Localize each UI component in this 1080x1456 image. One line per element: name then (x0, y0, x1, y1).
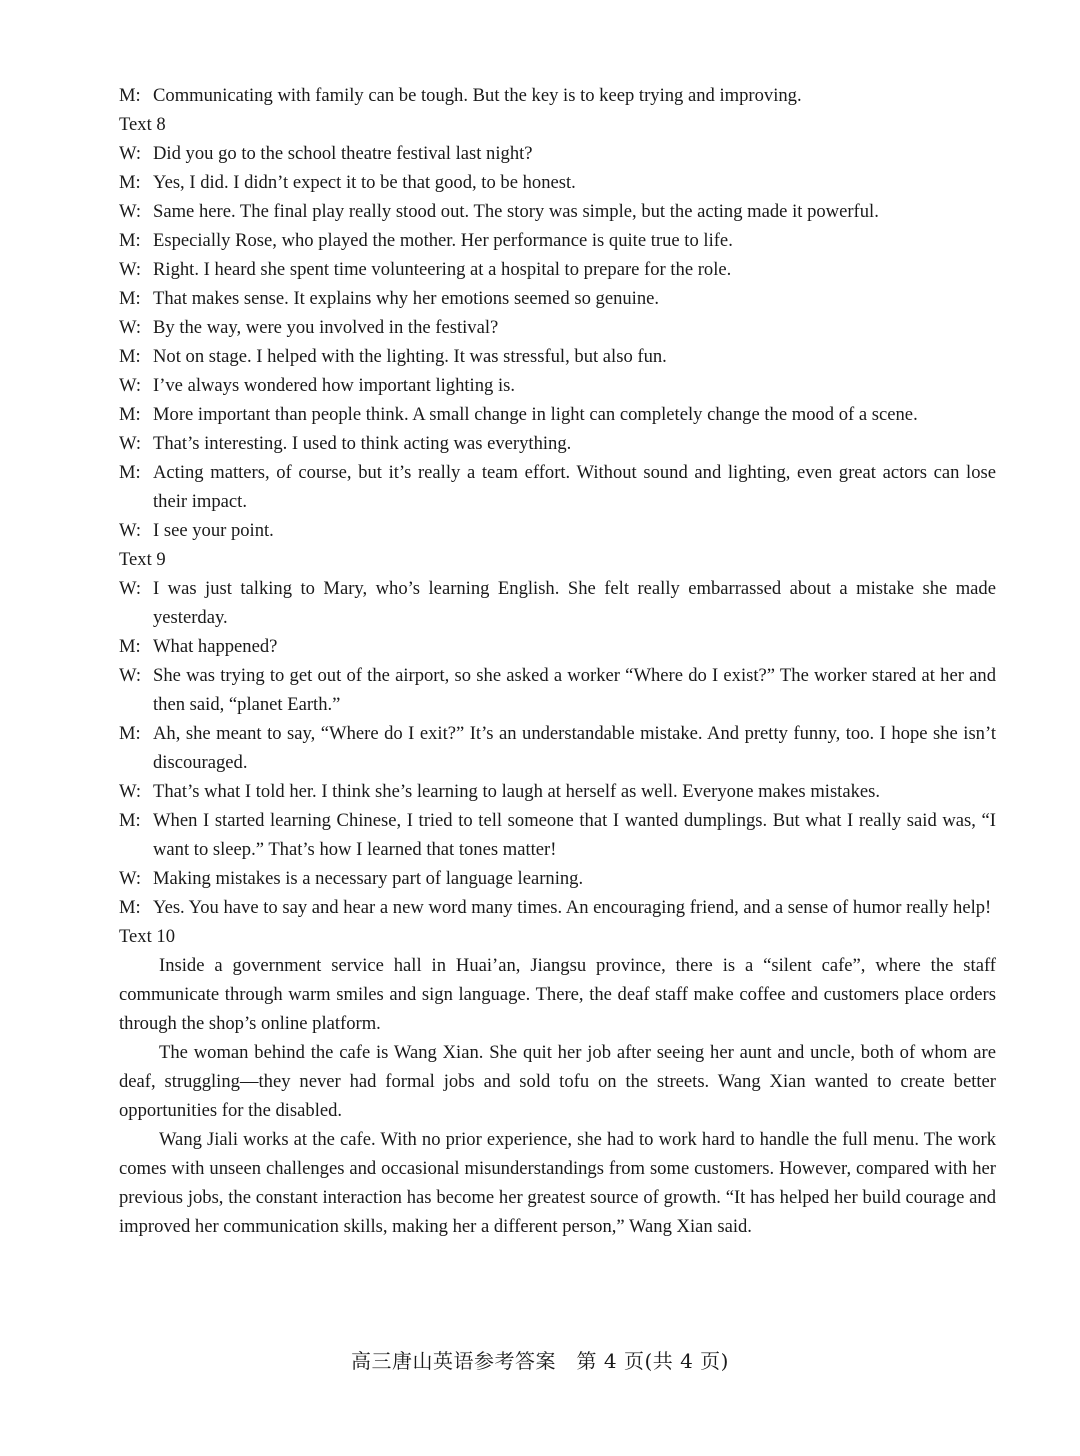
speaker-label: M: (119, 723, 141, 744)
dialog-text: That’s what I told her. I think she’s learning to laugh at herself as well. Everyone makes mistakes. (153, 781, 881, 802)
dialog-line (119, 371, 996, 400)
paragraph: The woman behind the cafe is Wang Xian. She quit her job after seeing her aunt and uncle, both of whom are deaf, struggling—they never had formal jobs and sold tofu on the streets. Wang Xian wanted to create better opportunities for the disabled. (119, 1042, 996, 1121)
dialog-text: Same here. The final play really stood out. The story was simple, but the acting made it powerful. (153, 201, 879, 222)
dialog-line (119, 632, 996, 661)
dialog-text: She was trying to get out of the airport, so she asked a worker “Where do I exist?” The worker stared at her and then said, “planet Earth.” (153, 665, 996, 715)
dialog-line (119, 168, 996, 197)
dialog-line (119, 777, 996, 806)
speaker-label: M: (119, 172, 141, 193)
dialog-text: I’ve always wondered how important lighting is. (153, 375, 515, 396)
dialog-text: Especially Rose, who played the mother. Her performance is quite true to life. (153, 230, 733, 251)
dialog-text: I see your point. (153, 520, 274, 541)
dialog-line (119, 574, 996, 632)
dialog-line (119, 661, 996, 719)
dialog-text: That’s interesting. I used to think acting was everything. (153, 433, 572, 454)
dialog-line (119, 255, 996, 284)
speaker-label: W: (119, 868, 142, 889)
speaker-label: W: (119, 201, 142, 222)
dialog-line (119, 284, 996, 313)
speaker-label: W: (119, 259, 142, 280)
speaker-label: M: (119, 462, 141, 483)
dialog-line (119, 342, 996, 371)
speaker-label: M: (119, 288, 141, 309)
speaker-label: W: (119, 781, 142, 802)
dialog-text: Ah, she meant to say, “Where do I exit?” It’s an understandable mistake. And pretty funny, too. I hope she isn’t discouraged. (153, 723, 996, 773)
section-heading: Text 10 (119, 926, 176, 947)
speaker-label: M: (119, 346, 141, 367)
speaker-label: W: (119, 578, 142, 599)
page-footer: 高三唐山英语参考答案 第 4 页(共 4 页) (351, 1349, 729, 1373)
speaker-label: M: (119, 636, 141, 657)
dialog-line (119, 516, 996, 545)
speaker-label: W: (119, 520, 142, 541)
speaker-label: M: (119, 810, 141, 831)
speaker-label: M: (119, 230, 141, 251)
document-body (119, 81, 996, 1241)
dialog-line (119, 458, 996, 516)
speaker-label: M: (119, 897, 141, 918)
speaker-label: W: (119, 143, 142, 164)
dialog-text: Not on stage. I helped with the lighting. It was stressful, but also fun. (153, 346, 667, 367)
speaker-label: M: (119, 85, 141, 106)
dialog-text: Making mistakes is a necessary part of language learning. (153, 868, 584, 889)
dialog-text: Communicating with family can be tough. But the key is to keep trying and improving. (153, 85, 802, 106)
dialog-line (119, 806, 996, 864)
dialog-line (119, 313, 996, 342)
speaker-label: W: (119, 433, 142, 454)
dialog-text: Yes. You have to say and hear a new word many times. An encouraging friend, and a sense of humor really help! (153, 897, 992, 918)
dialog-text: When I started learning Chinese, I tried to tell someone that I wanted dumplings. But what I really said was, “I want to sleep.” That’s how I learned that tones matter! (153, 810, 996, 860)
dialog-text: What happened? (153, 636, 278, 657)
section-heading: Text 8 (119, 114, 166, 135)
dialog-text: By the way, were you involved in the festival? (153, 317, 499, 338)
section-heading: Text 9 (119, 549, 166, 570)
dialog-line (119, 893, 996, 922)
dialog-line (119, 719, 996, 777)
dialog-text: Right. I heard she spent time volunteering at a hospital to prepare for the role. (153, 259, 732, 280)
dialog-line (119, 864, 996, 893)
dialog-line (119, 429, 996, 458)
dialog-text: I was just talking to Mary, who’s learning English. She felt really embarrassed about a mistake she made yesterday. (153, 578, 996, 628)
paragraph: Inside a government service hall in Huai’an, Jiangsu province, there is a “silent cafe”, where the staff communicate through warm smiles and sign language. There, the deaf staff make coffee and customers place orders through the shop’s online platform. (119, 955, 996, 1034)
dialog-text: More important than people think. A small change in light can completely change the mood of a scene. (153, 404, 918, 425)
dialog-line (119, 400, 996, 429)
dialog-text: Did you go to the school theatre festival last night? (153, 143, 533, 164)
dialog-line (119, 197, 996, 226)
paragraph: Wang Jiali works at the cafe. With no prior experience, she had to work hard to handle the full menu. The work comes with unseen challenges and occasional misunderstandings from some customers. However, compared with her previous jobs, the constant interaction has become her greatest source of growth. “It has helped her build courage and improved her communication skills, making her a different person,” Wang Xian said. (119, 1129, 996, 1237)
dialog-line (119, 139, 996, 168)
dialog-text: Acting matters, of course, but it’s really a team effort. Without sound and lighting, even great actors can lose their impact. (153, 462, 996, 512)
speaker-label: W: (119, 375, 142, 396)
dialog-text: Yes, I did. I didn’t expect it to be that good, to be honest. (153, 172, 576, 193)
speaker-label: M: (119, 404, 141, 425)
speaker-label: W: (119, 665, 142, 686)
dialog-text: That makes sense. It explains why her emotions seemed so genuine. (153, 288, 660, 309)
speaker-label: W: (119, 317, 142, 338)
dialog-line (119, 81, 996, 110)
dialog-line (119, 226, 996, 255)
